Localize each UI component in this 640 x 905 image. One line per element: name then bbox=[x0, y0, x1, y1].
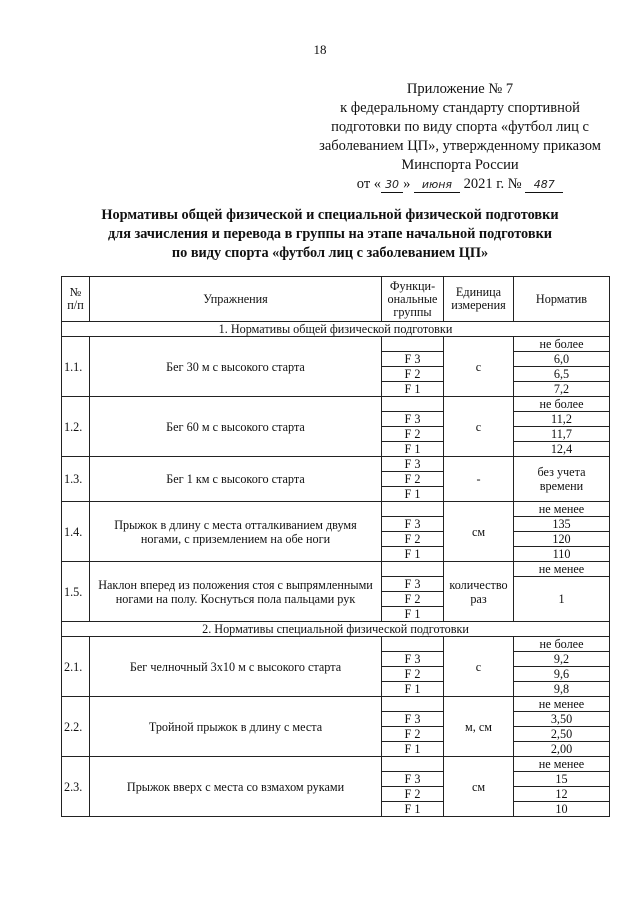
unit-cell: с bbox=[444, 637, 514, 697]
exercise-name: Бег челночный 3х10 м с высокого старта bbox=[90, 637, 382, 697]
functional-group: F 2 bbox=[382, 367, 444, 382]
section-row bbox=[62, 622, 610, 637]
title-line: Нормативы общей физической и специальной физической подготовки bbox=[101, 207, 559, 223]
norm-value: 10 bbox=[514, 802, 610, 817]
functional-group: F 2 bbox=[382, 427, 444, 442]
functional-group: F 2 bbox=[382, 532, 444, 547]
table-row bbox=[62, 397, 610, 412]
group-blank bbox=[382, 697, 444, 712]
norm-qualifier: не менее bbox=[514, 757, 610, 772]
appendix-line: подготовки по виду спорта «футбол лиц с bbox=[331, 119, 589, 135]
norm-value: 6,0 bbox=[514, 352, 610, 367]
unit-cell: с bbox=[444, 337, 514, 397]
functional-group: F 3 bbox=[382, 457, 444, 472]
handwritten-month: июня bbox=[414, 178, 460, 193]
table-row bbox=[62, 457, 610, 472]
row-number: 2.2. bbox=[62, 697, 90, 757]
functional-group: F 1 bbox=[382, 382, 444, 397]
section-title: 2. Нормативы специальной физической подготовки bbox=[62, 622, 610, 637]
functional-group: F 3 bbox=[382, 517, 444, 532]
row-number: 1.3. bbox=[62, 457, 90, 502]
functional-group: F 3 bbox=[382, 577, 444, 592]
row-number: 2.1. bbox=[62, 637, 90, 697]
functional-group: F 1 bbox=[382, 442, 444, 457]
table-row bbox=[62, 637, 610, 652]
exercise-name: Бег 1 км с высокого старта bbox=[90, 457, 382, 502]
title-line: для зачисления и перевода в группы на этапе начальной подготовки bbox=[107, 226, 553, 242]
norm-value: 2,00 bbox=[514, 742, 610, 757]
norm-qualifier: не менее bbox=[514, 562, 610, 577]
group-blank bbox=[382, 637, 444, 652]
header-groups: Функци-ональные группы bbox=[382, 277, 444, 322]
table-header-row bbox=[62, 277, 610, 322]
header-norm: Норматив bbox=[514, 277, 610, 322]
norm-value: 9,2 bbox=[514, 652, 610, 667]
norm-qualifier: не более bbox=[514, 397, 610, 412]
functional-group: F 1 bbox=[382, 682, 444, 697]
appendix-line: Минспорта России bbox=[401, 157, 519, 173]
norm-value: 2,50 bbox=[514, 727, 610, 742]
header-unit: Единица измерения bbox=[444, 277, 514, 322]
norm-value: 7,2 bbox=[514, 382, 610, 397]
exercise-name: Бег 30 м с высокого старта bbox=[90, 337, 382, 397]
group-blank bbox=[382, 502, 444, 517]
norm-value: 15 bbox=[514, 772, 610, 787]
exercise-name: Наклон вперед из положения стоя с выпрямленными ногами на полу. Коснуться пола пальцами рук bbox=[90, 562, 382, 622]
table-row bbox=[62, 337, 610, 352]
norm-value: 12,4 bbox=[514, 442, 610, 457]
norm-value: 9,6 bbox=[514, 667, 610, 682]
section-title: 1. Нормативы общей физической подготовки bbox=[62, 322, 610, 337]
date-mid: » bbox=[403, 176, 411, 192]
norm-qualifier: не более bbox=[514, 637, 610, 652]
norm-value: 11,7 bbox=[514, 427, 610, 442]
title-line: по виду спорта «футбол лиц с заболеванием ЦП» bbox=[171, 245, 489, 261]
norm-qualifier: не более bbox=[514, 337, 610, 352]
functional-group: F 2 bbox=[382, 592, 444, 607]
table-row bbox=[62, 757, 610, 772]
date-year: 2021 г. № bbox=[463, 176, 522, 192]
header-exercise: Упражнения bbox=[90, 277, 382, 322]
table-row bbox=[62, 697, 610, 712]
norms-table bbox=[61, 276, 610, 817]
row-number: 1.2. bbox=[62, 397, 90, 457]
norm-value: 135 bbox=[514, 517, 610, 532]
norm-value: без учета времени bbox=[514, 457, 610, 502]
handwritten-day: 30 bbox=[381, 178, 403, 193]
functional-group: F 3 bbox=[382, 352, 444, 367]
appendix-title: Приложение № 7 bbox=[406, 81, 514, 97]
row-number: 1.1. bbox=[62, 337, 90, 397]
date-prefix: от « bbox=[356, 176, 382, 192]
norm-qualifier: не менее bbox=[514, 697, 610, 712]
row-number: 1.4. bbox=[62, 502, 90, 562]
functional-group: F 1 bbox=[382, 547, 444, 562]
exercise-name: Тройной прыжок в длину с места bbox=[90, 697, 382, 757]
group-blank bbox=[382, 337, 444, 352]
norm-qualifier: не менее bbox=[514, 502, 610, 517]
unit-cell: см bbox=[444, 502, 514, 562]
page-number: 18 bbox=[313, 42, 327, 57]
appendix-line: к федеральному стандарту спортивной bbox=[340, 100, 580, 116]
norm-value: 1 bbox=[514, 577, 610, 622]
norm-value: 110 bbox=[514, 547, 610, 562]
handwritten-order-number: 487 bbox=[525, 178, 563, 193]
table-row bbox=[62, 562, 610, 577]
unit-cell: количество раз bbox=[444, 562, 514, 622]
exercise-name: Прыжок в длину с места отталкиванием двумя ногами, с приземлением на обе ноги bbox=[90, 502, 382, 562]
functional-group: F 3 bbox=[382, 412, 444, 427]
norm-value: 11,2 bbox=[514, 412, 610, 427]
group-blank bbox=[382, 562, 444, 577]
functional-group: F 3 bbox=[382, 652, 444, 667]
norm-value: 3,50 bbox=[514, 712, 610, 727]
section-row bbox=[62, 322, 610, 337]
norm-value: 120 bbox=[514, 532, 610, 547]
functional-group: F 2 bbox=[382, 787, 444, 802]
group-blank bbox=[382, 397, 444, 412]
exercise-name: Бег 60 м с высокого старта bbox=[90, 397, 382, 457]
header-num: № п/п bbox=[62, 277, 90, 322]
norm-value: 6,5 bbox=[514, 367, 610, 382]
unit-cell: м, см bbox=[444, 697, 514, 757]
appendix-header bbox=[300, 80, 620, 194]
row-number: 2.3. bbox=[62, 757, 90, 817]
unit-cell: - bbox=[444, 457, 514, 502]
functional-group: F 1 bbox=[382, 802, 444, 817]
functional-group: F 2 bbox=[382, 667, 444, 682]
functional-group: F 3 bbox=[382, 712, 444, 727]
functional-group: F 1 bbox=[382, 607, 444, 622]
exercise-name: Прыжок вверх с места со взмахом руками bbox=[90, 757, 382, 817]
row-number: 1.5. bbox=[62, 562, 90, 622]
functional-group: F 2 bbox=[382, 727, 444, 742]
unit-cell: с bbox=[444, 397, 514, 457]
functional-group: F 1 bbox=[382, 487, 444, 502]
unit-cell: см bbox=[444, 757, 514, 817]
appendix-line: заболеванием ЦП», утвержденному приказом bbox=[319, 138, 601, 154]
functional-group: F 1 bbox=[382, 742, 444, 757]
order-date-line bbox=[300, 175, 620, 194]
norm-value: 9,8 bbox=[514, 682, 610, 697]
functional-group: F 3 bbox=[382, 772, 444, 787]
functional-group: F 2 bbox=[382, 472, 444, 487]
group-blank bbox=[382, 757, 444, 772]
norm-value: 12 bbox=[514, 787, 610, 802]
table-row bbox=[62, 502, 610, 517]
document-title bbox=[60, 206, 600, 263]
